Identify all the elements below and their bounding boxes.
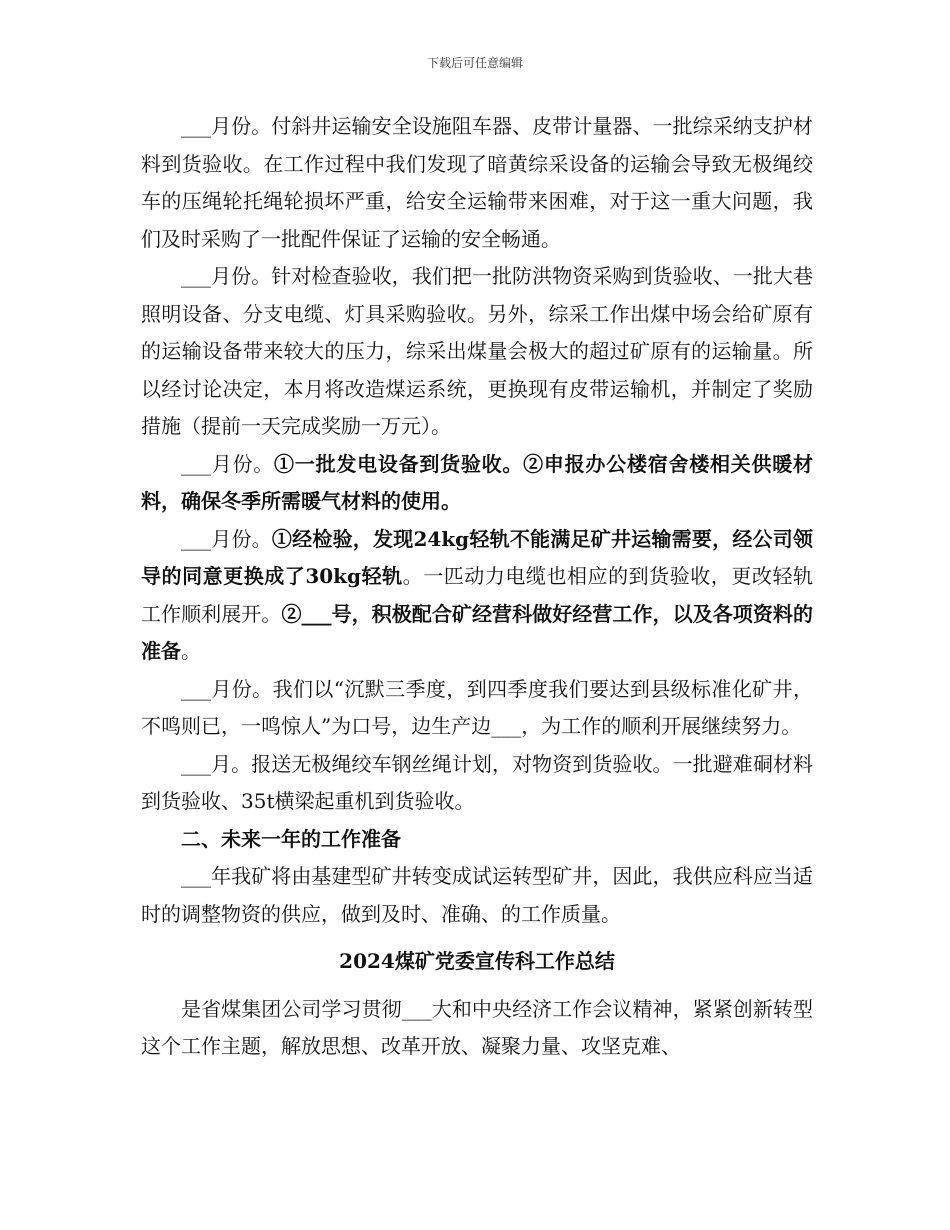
section-heading: 二、未来一年的工作准备 — [181, 826, 401, 851]
document-body — [141, 108, 813, 1066]
paragraph-lead: ___月份。 — [181, 451, 275, 476]
paragraph-lead: ___月份。 — [181, 526, 272, 551]
plain-text: 。一匹动力电缆也相应的到货验收，更改轻轨工作顺利展开。 — [141, 564, 813, 626]
paragraph: ___月份。针对检查验收，我们把一批防洪物资采购到货验收、一批大巷照明设备、分支电缆、灯具采购验收。另外，综采工作出煤中场会给矿原有的运输设备带来较大的压力，综采出煤量会极大的超过矿原有的运输量。所以经讨论决定，本月将改造煤运系统，更换现有皮带运输机，并制定了奖励措施（提前一天完成奖励一万元）。 — [141, 264, 813, 438]
paragraph: ___年我矿将由基建型矿井转变成试运转型矿井，因此，我供应科应当适时的调整物资的供应，做到及时、准确、的工作质量。 — [141, 864, 813, 926]
paragraph: ___月。报送无极绳绞车钢丝绳计划，对物资到货验收。一批避难硐材料到货验收、35t横梁起重机到货验收。 — [141, 751, 813, 813]
paragraph: ___月份。付斜井运输安全设施阻车器、皮带计量器、一批综采纳支护材料到货验收。在工作过程中我们发现了暗黄综采设备的运输会导致无极绳绞车的压绳轮托绳轮损坏严重，给安全运输带来困难，对于这一重大问题，我们及时采购了一批配件保证了运输的安全畅通。 — [141, 114, 813, 251]
plain-text: 。 — [181, 639, 201, 663]
bold-text: ②___号，积极配合矿经营科做好经营工作，以及各项资料的准备 — [141, 601, 813, 663]
paragraph: 是省煤集团公司学习贯彻___大和中央经济工作会议精神，紧紧创新转型这个工作主题，解放思想、改革开放、凝聚力量、攻坚克难、 — [141, 996, 813, 1058]
bold-text: ①一批发电设备到货验收。②申报办公楼宿舍楼相关供暖材料，确保冬季所需暖气材料的使用。 — [141, 451, 814, 513]
page-header: 下载后可任意编辑 — [426, 56, 523, 70]
paragraph — [141, 521, 813, 671]
bold-text: ①经检验，发现24kg轻轨不能满足矿井运输需要，经公司领导的同意更换成了30kg轻轨 — [141, 526, 813, 588]
paragraph: ___月份。我们以“沉默三季度，到四季度我们要达到县级标准化矿井，不鸣则已，一鸣惊人”为口号，边生产边___，为工作的顺利开展继续努力。 — [141, 676, 813, 738]
paragraph — [141, 446, 813, 521]
document-title: 2024煤矿党委宣传科工作总结 — [339, 949, 615, 973]
